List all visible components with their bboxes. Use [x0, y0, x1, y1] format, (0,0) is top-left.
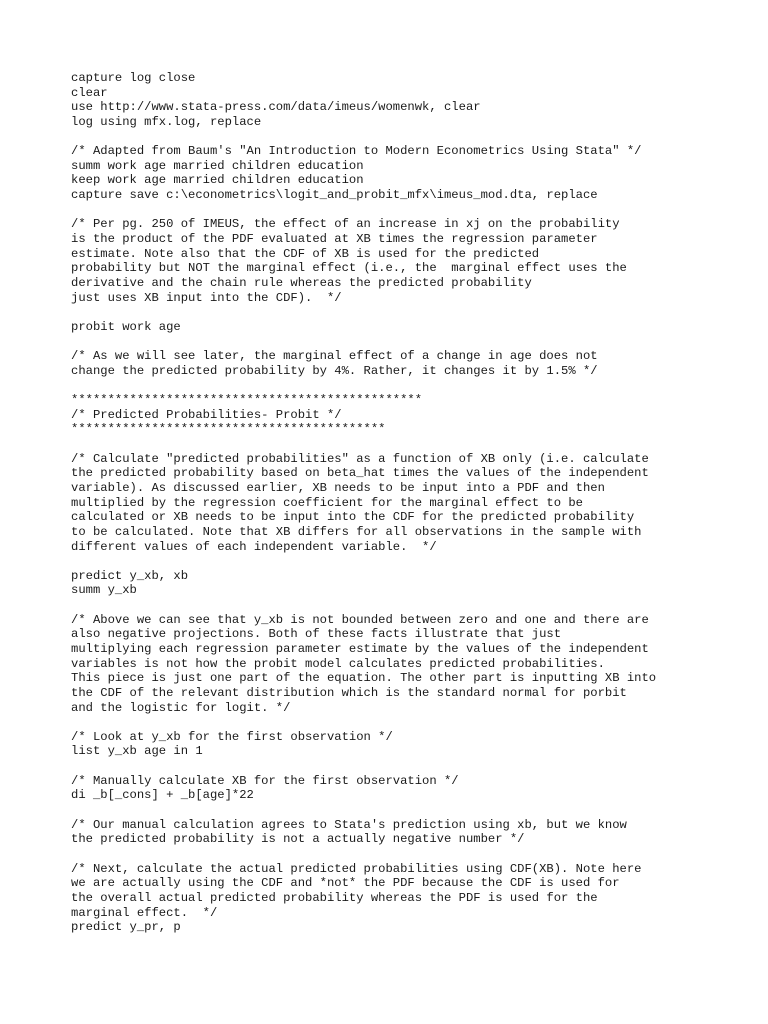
code-line: /* Manually calculate XB for the first observation */ [71, 773, 459, 788]
blank-line [71, 305, 751, 320]
code-line: capture save c:\econometrics\logit_and_probit_mfx\imeus_mod.dta, replace [71, 188, 598, 203]
blank-line [71, 715, 751, 730]
code-line: predict y_pr, p [71, 920, 181, 935]
code-line: predict y_xb, xb [71, 568, 189, 583]
blank-line [71, 554, 751, 569]
code-line: just uses XB input into the CDF). */ [71, 290, 342, 305]
code-line: /* Our manual calculation agrees to Stata's prediction using xb, but we know [71, 817, 627, 832]
code-line: the predicted probability based on beta_hat times the values of the independent [71, 466, 649, 481]
code-line: summ work age married children education [71, 158, 364, 173]
code-line: capture log close [71, 71, 196, 85]
blank-line [71, 130, 751, 145]
code-line: variable). As discussed earlier, XB needs to be input into a PDF and then [71, 480, 605, 495]
code-line: use http://www.stata-press.com/data/imeus/womenwk, clear [71, 100, 481, 115]
code-line: the predicted probability is not a actually negative number */ [71, 832, 525, 847]
blank-line [71, 598, 751, 613]
code-line: ************************************************ [71, 393, 423, 408]
blank-line [71, 847, 751, 862]
code-line: to be calculated. Note that XB differs for all observations in the sample with [71, 524, 642, 539]
code-line: /* Per pg. 250 of IMEUS, the effect of an increase in xj on the probability [71, 217, 620, 232]
code-line: /* Calculate "predicted probabilities" as a function of XB only (i.e. calculate [71, 451, 649, 466]
code-line: /* As we will see later, the marginal effect of a change in age does not [71, 349, 598, 364]
code-line: we are actually using the CDF and *not* the PDF because the CDF is used for [71, 876, 620, 891]
blank-line [71, 437, 751, 452]
blank-line [71, 378, 751, 393]
code-line: and the logistic for logit. */ [71, 700, 291, 715]
code-line: /* Above we can see that y_xb is not bounded between zero and one and there are [71, 612, 649, 627]
code-line: variables is not how the probit model calculates predicted probabilities. [71, 656, 605, 671]
blank-line [71, 803, 751, 818]
code-line: estimate. Note also that the CDF of XB is used for the predicted [71, 246, 540, 261]
blank-line [71, 759, 751, 774]
code-line: ******************************************* [71, 422, 386, 437]
blank-line [71, 203, 751, 218]
code-line: list y_xb age in 1 [71, 744, 203, 759]
code-line: calculated or XB needs to be input into the CDF for the predicted probability [71, 510, 635, 525]
code-line: di _b[_cons] + _b[age]*22 [71, 788, 254, 803]
code-line: change the predicted probability by 4%. Rather, it changes it by 1.5% */ [71, 363, 598, 378]
code-line: also negative projections. Both of these facts illustrate that just [71, 627, 562, 642]
code-document [71, 71, 751, 935]
code-line: /* Predicted Probabilities- Probit */ [71, 407, 342, 422]
code-line: /* Adapted from Baum's "An Introduction to Modern Econometrics Using Stata" */ [71, 144, 642, 159]
code-line: clear [71, 85, 108, 100]
code-line: keep work age married children education [71, 173, 364, 188]
code-line: the CDF of the relevant distribution which is the standard normal for porbit [71, 685, 627, 700]
code-line: different values of each independent variable. */ [71, 539, 437, 554]
code-line: multiplying each regression parameter estimate by the values of the independent [71, 641, 649, 656]
code-line: This piece is just one part of the equation. The other part is inputting XB into [71, 671, 657, 686]
code-line: the overall actual predicted probability whereas the PDF is used for the [71, 890, 598, 905]
code-line: /* Next, calculate the actual predicted probabilities using CDF(XB). Note here [71, 861, 642, 876]
code-line: probability but NOT the marginal effect (i.e., the marginal effect uses the [71, 261, 627, 276]
code-line: multiplied by the regression coefficient for the marginal effect to be [71, 495, 583, 510]
code-line: is the product of the PDF evaluated at XB times the regression parameter [71, 232, 598, 247]
blank-line [71, 335, 751, 350]
code-line: probit work age [71, 319, 181, 334]
code-line: /* Look at y_xb for the first observation */ [71, 729, 393, 744]
code-line: summ y_xb [71, 583, 137, 598]
code-line: marginal effect. */ [71, 905, 218, 920]
code-line: derivative and the chain rule whereas the predicted probability [71, 275, 532, 290]
code-line: log using mfx.log, replace [71, 114, 262, 129]
